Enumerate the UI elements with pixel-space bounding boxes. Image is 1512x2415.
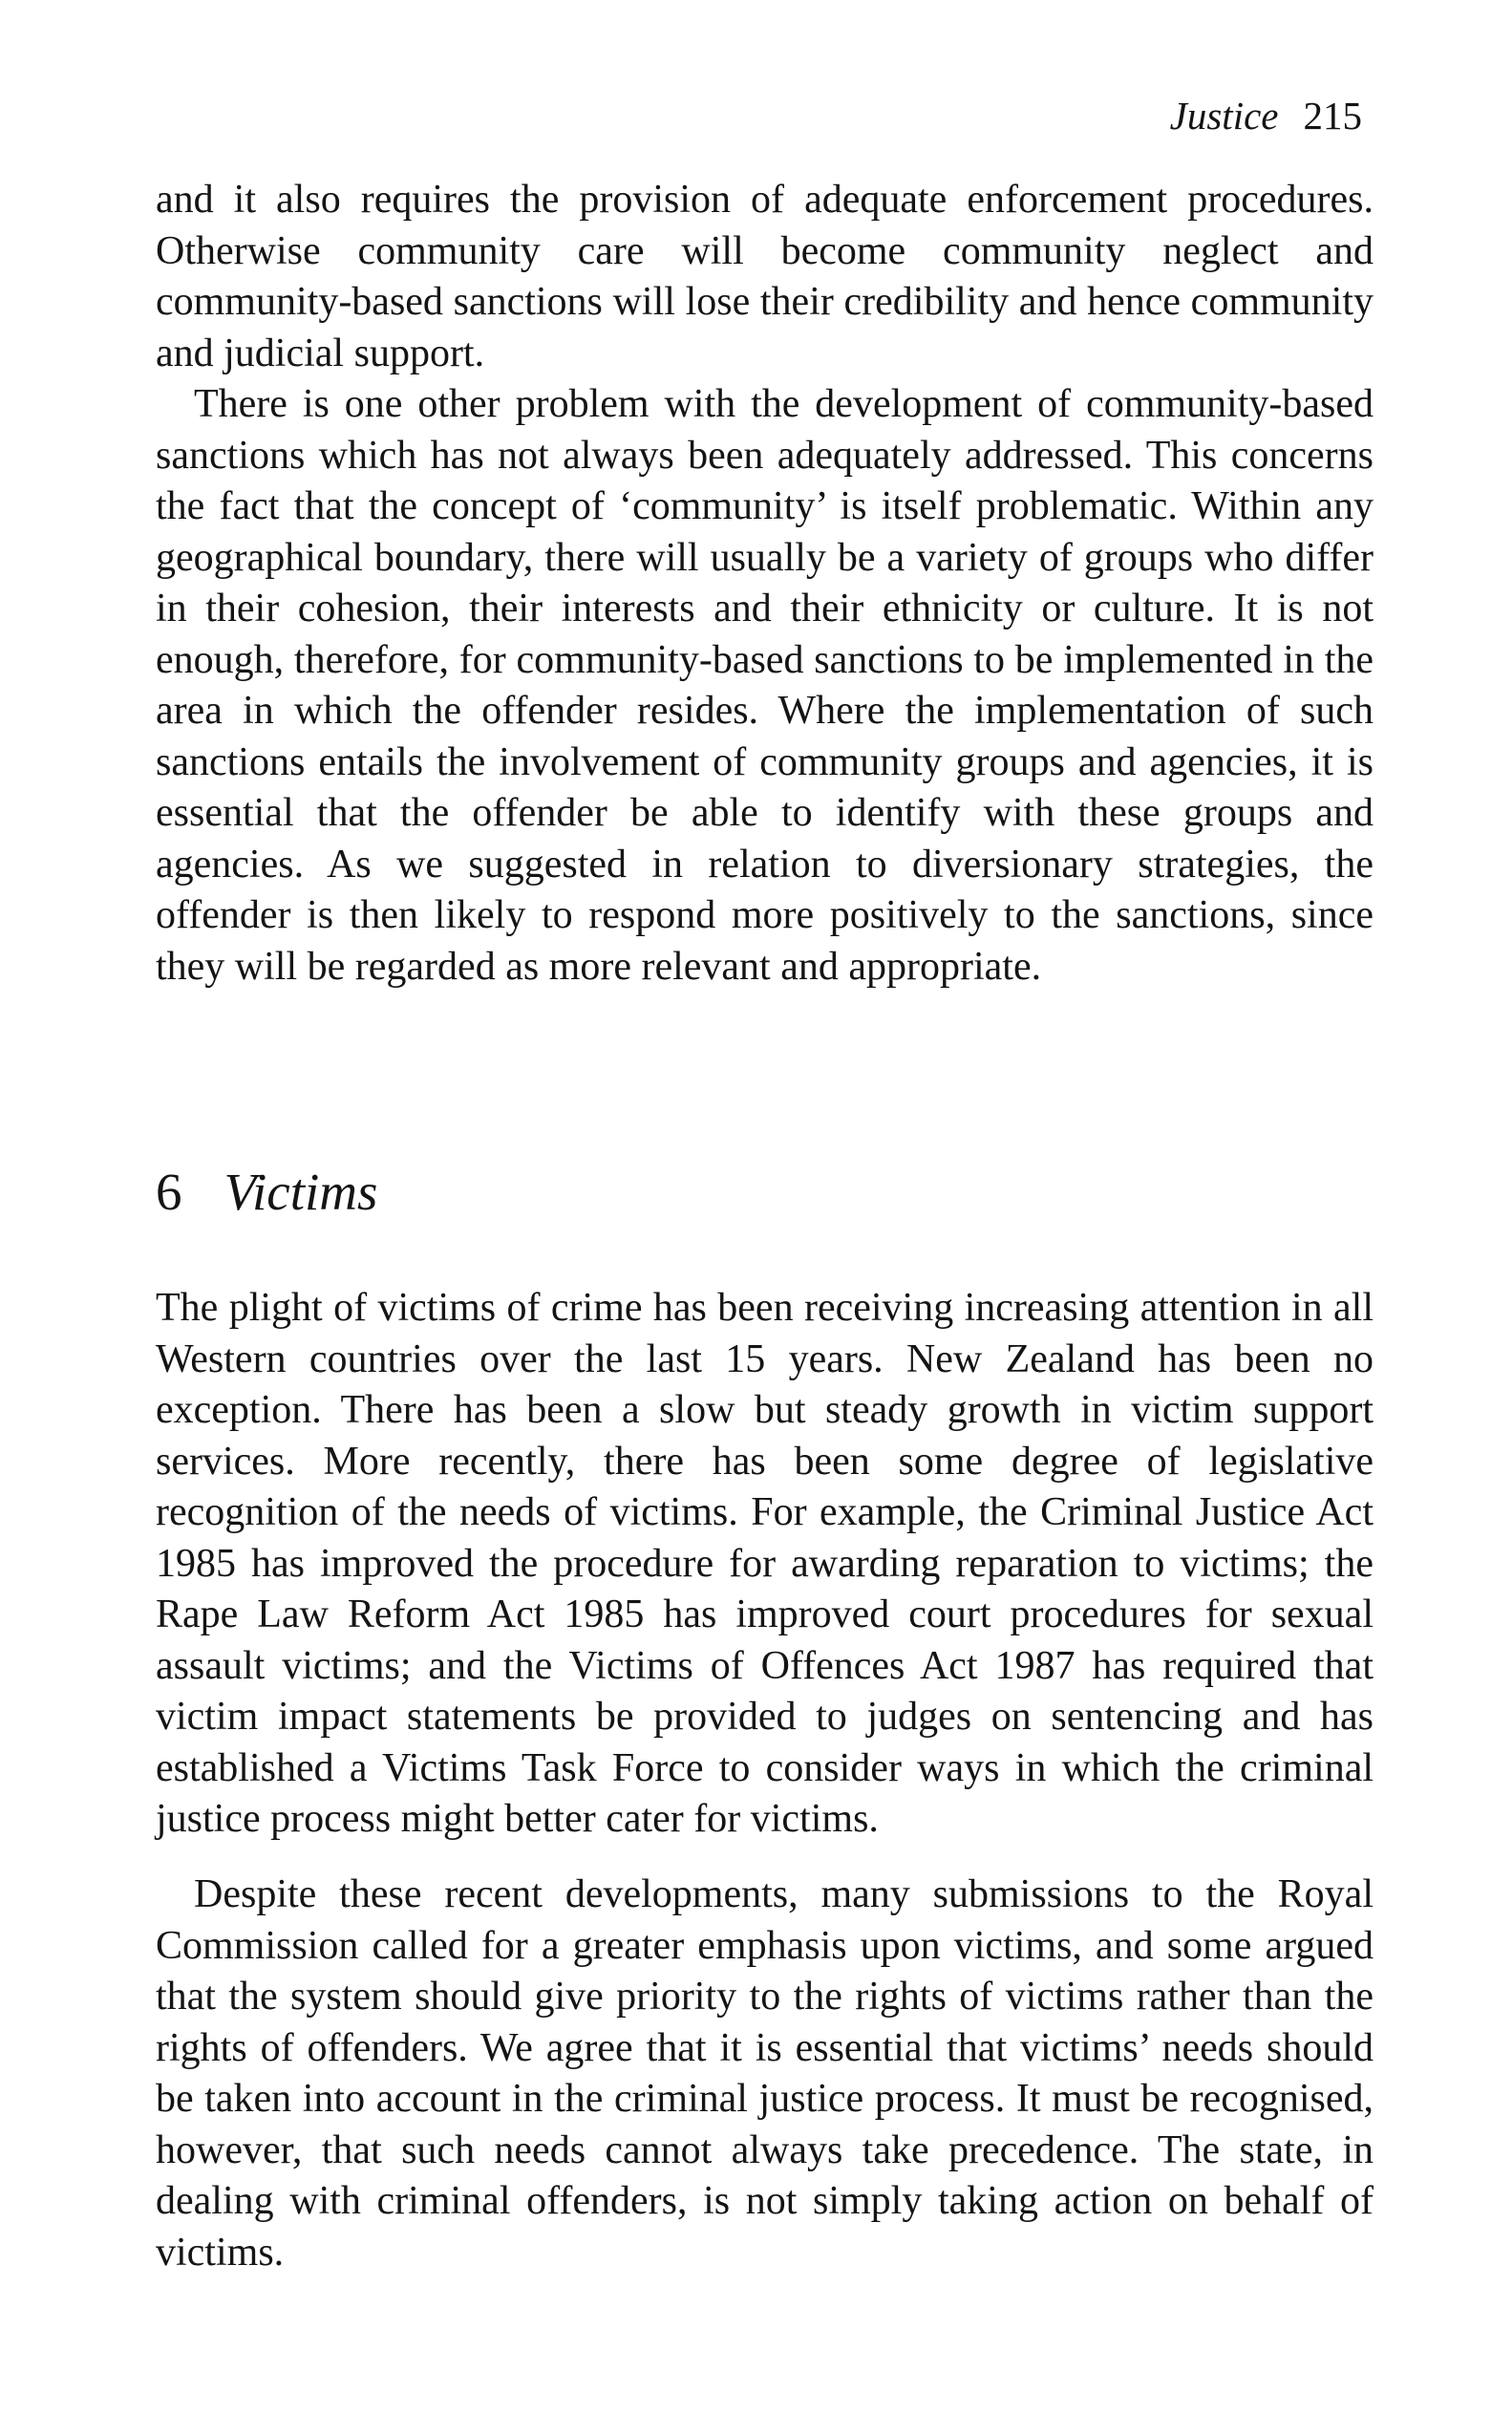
section-title: Victims bbox=[224, 1163, 378, 1221]
book-page bbox=[156, 0, 1374, 2415]
paragraph-victims-intro: The plight of victims of crime has been receiving increasing attention in all Western countries over the last 15 years. New Zealand has been no exception. There has been a slow but steady growth in victim support services. More recently, there has been some degree of legislative recognition of the needs of victims. For example, the Criminal Justice Act 1985 has improved the procedure for awarding reparation to victims; the Rape Law Reform Act 1985 has improved court procedures for sexual assault victims; and the Victims of Offences Act 1987 has required that victim impact statements be provided to judges on sentencing and has established a Victims Task Force to consider ways in which the criminal justice process might better cater for victims. bbox=[156, 1286, 1374, 1841]
running-head bbox=[1170, 92, 1362, 139]
paragraph-continued: and it also requires the provision of adequate enforcement procedures. Otherwise community care will become community neglect and community-based sanctions will lose their credibility and hence community and judicial support. bbox=[156, 178, 1374, 375]
section-number: 6 bbox=[156, 1163, 182, 1221]
paragraph-royal-commission: Despite these recent developments, many submissions to the Royal Commission called for a greater emphasis upon victims, and some argued that the system should give priority to the rights of victims rather than the rights of offenders. We agree that it is essential that victims’ needs should be taken into account in the criminal justice process. It must be recognised, however, that such needs cannot always take precedence. The state, in dealing with criminal offenders, is not simply taking action on behalf of victims. bbox=[156, 1872, 1374, 2275]
section-heading bbox=[156, 1161, 377, 1224]
running-head-title: Justice bbox=[1169, 94, 1279, 138]
paragraph-community-problem: There is one other problem with the development of community-based sanctions which has not always been adequately addressed. This concerns the fact that the concept of ‘community’ is itself problematic. Within any geographical boundary, there will usually be a variety of groups who differ in their cohesion, their interests and their ethnicity or culture. It is not enough, therefore, for community-based sanctions to be implemented in the area in which the offender resides. Where the implementation of such sanctions entails the involvement of community groups and agencies, it is essential that the offender be able to identify with these groups and agencies. As we suggested in relation to diversionary strategies, the offender is then likely to respond more positively to the sanctions, since they will be regarded as more relevant and appropriate. bbox=[156, 382, 1374, 989]
page-number: 215 bbox=[1303, 94, 1362, 138]
